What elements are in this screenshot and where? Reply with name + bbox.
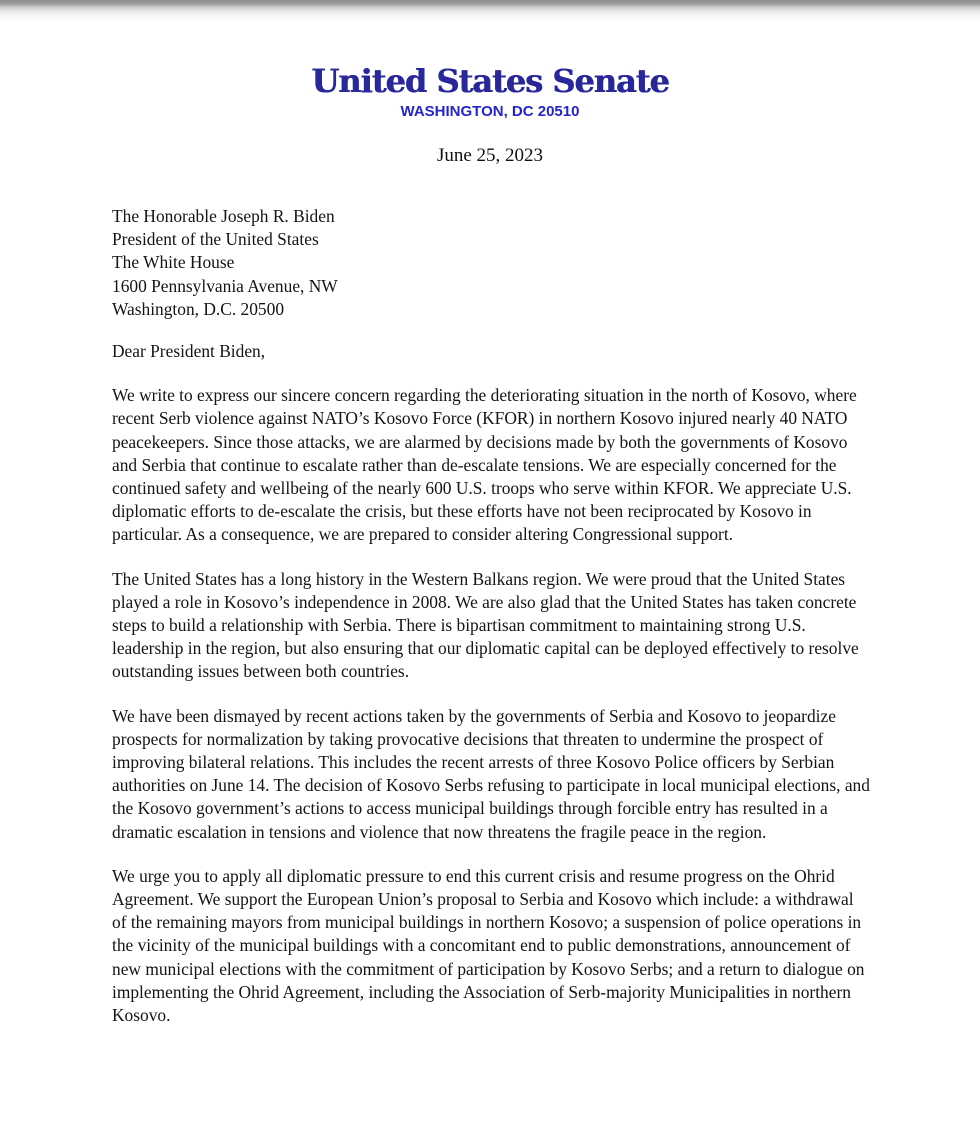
- letter-body: [112, 205, 872, 1027]
- body-paragraph-2: The United States has a long history in the Western Balkans region. We were proud that the United States played a role in Kosovo’s independence in 2008. We are also glad that the United States has taken concrete steps to build a relationship with Serbia. There is bipartisan commitment to maintaining strong U.S. leadership in the region, but also ensuring that our diplomatic capital can be deployed effectively to resolve outstanding issues between both countries.: [112, 568, 859, 682]
- recipient-building: The White House: [112, 252, 235, 273]
- letter-date: June 25, 2023: [436, 145, 544, 166]
- recipient-title: President of the United States: [112, 229, 319, 250]
- recipient-city: Washington, D.C. 20500: [112, 298, 285, 319]
- recipient-name: The Honorable Joseph R. Biden: [112, 206, 335, 226]
- body-paragraph-4: We urge you to apply all diplomatic pressure to end this current crisis and resume progress on the Ohrid Agreement. We support the European Union’s proposal to Serbia and Kosovo which include: a withdrawal of the remaining mayors from municipal buildings in northern Kosovo; a suspension of police operations in the vicinity of the municipal buildings with a concomitant end to public demonstrations, announcement of new municipal elections with the commitment of participation by Kosovo Serbs; and a return to dialogue on implementing the Ohrid Agreement, including the Association of Serb-majority Municipalities in northern Kosovo.: [112, 865, 865, 1026]
- body-paragraph-3: We have been dismayed by recent actions taken by the governments of Serbia and Kosovo to jeopardize prospects for normalization by taking provocative decisions that threaten to undermine the prospect of improving bilateral relations. This includes the recent arrests of three Kosovo Police officers by Serbian authorities on June 14. The decision of Kosovo Serbs refusing to participate in local municipal elections, and the Kosovo government’s actions to access municipal buildings through forcible entry has resulted in a dramatic escalation in tensions and violence that now threatens the fragile peace in the region.: [112, 705, 870, 842]
- letterhead-org-title: United States Senate: [311, 62, 669, 100]
- body-paragraph-1: We write to express our sincere concern regarding the deteriorating situation in the north of Kosovo, where recent Serb violence against NATO’s Kosovo Force (KFOR) in northern Kosovo injured nearly 40 NATO peacekeepers. Since those attacks, we are alarmed by decisions made by both the governments of Kosovo and Serbia that continue to escalate rather than de-escalate tensions. We are especially concerned for the continued safety and wellbeing of the nearly 600 U.S. troops who serve within KFOR. We appreciate U.S. diplomatic efforts to de-escalate the crisis, but these efforts have not been reciprocated by Kosovo in particular. As a consequence, we are prepared to consider altering Congressional support.: [112, 385, 857, 545]
- letterhead-org-address: WASHINGTON, DC 20510: [400, 103, 580, 120]
- scan-edge-shadow: [0, 0, 980, 22]
- salutation: Dear President Biden,: [112, 341, 266, 362]
- recipient-address-block: [112, 205, 872, 321]
- recipient-street: 1600 Pennsylvania Avenue, NW: [112, 275, 338, 296]
